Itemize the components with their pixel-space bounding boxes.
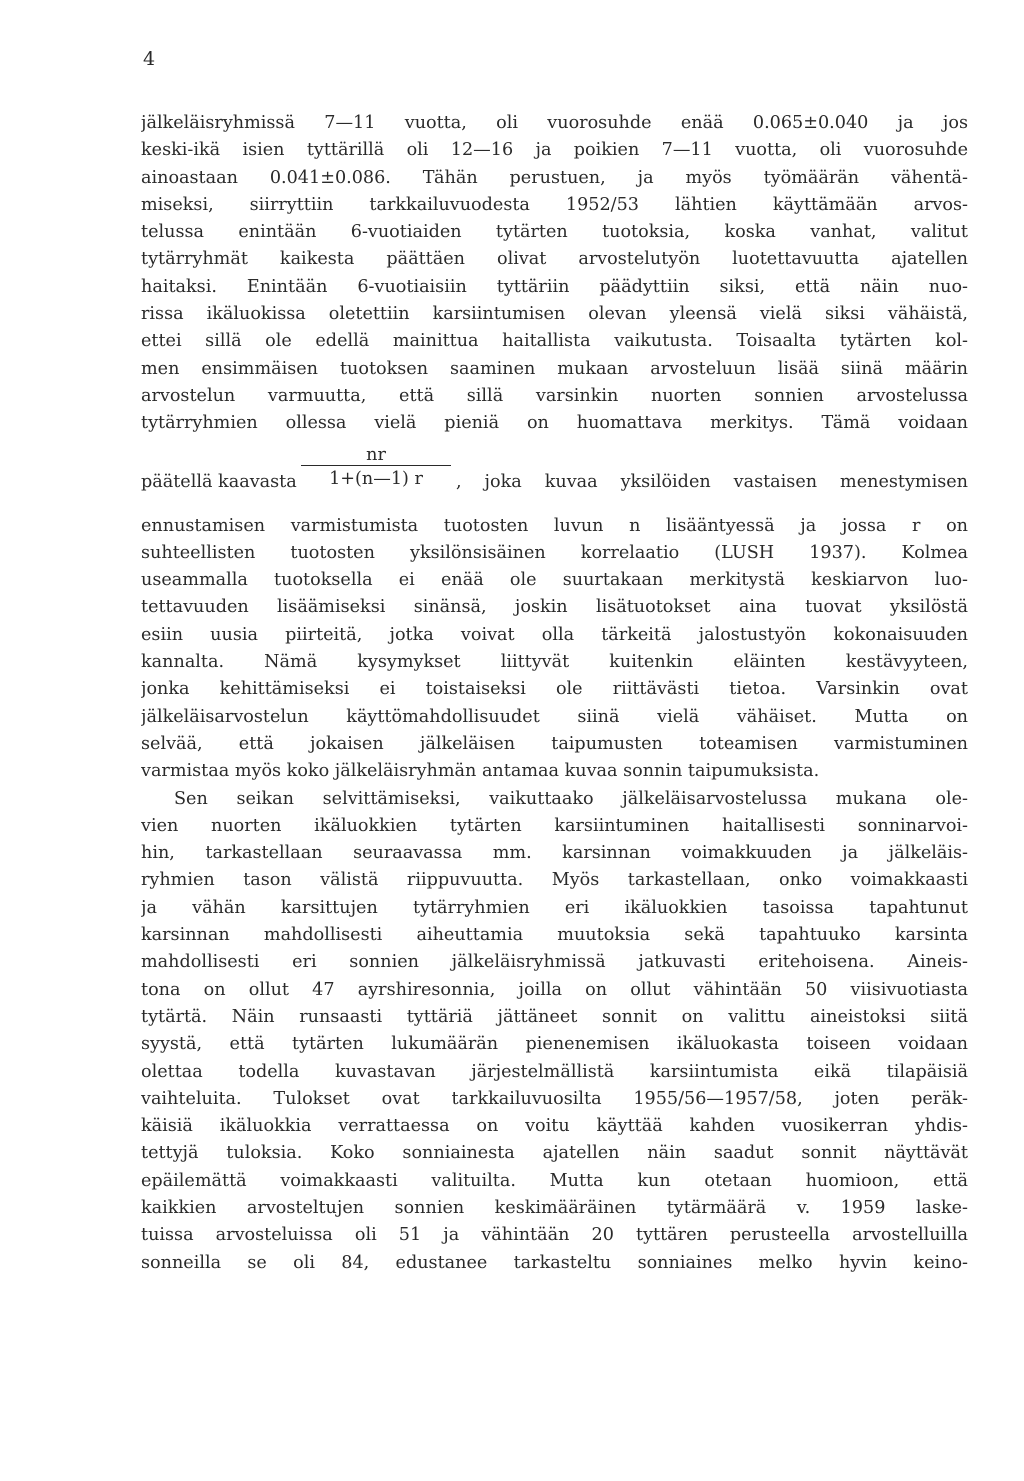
formula-line [141, 438, 968, 513]
text-line: tona on ollut 47 ayrshiresonnia, joilla on ollut vähintään 50 viisivuotiasta [141, 979, 968, 1000]
fraction-numerator: nr [366, 444, 386, 465]
text-line: jälkeläisarvostelun käyttömahdollisuudet siinä vielä vähäiset. Mutta on [141, 706, 968, 727]
text-line: olettaa todella kuvastavan järjestelmällistä karsiintumista eikä tilapäisiä [141, 1061, 968, 1082]
page-number: 4 [143, 48, 156, 70]
text-line: karsinnan mahdollisesti aiheuttamia muutoksia sekä tapahtuuko karsinta [141, 925, 968, 946]
text-line: vaihteluita. Tulokset ovat tarkkailuvuosilta 1955/56—1957/58, joten peräk- [141, 1088, 968, 1109]
paragraph-1 [141, 110, 968, 786]
text-line: miseksi, siirryttiin tarkkailuvuodesta 1952/53 lähtien käyttämään arvos- [141, 194, 968, 215]
text-line: telussa enintään 6-vuotiaiden tytärten tuotoksia, koska vanhat, valitut [141, 222, 968, 243]
text-line: mahdollisesti eri sonnien jälkeläisryhmissä jatkuvasti eritehoisena. Aineis- [141, 952, 968, 973]
fraction-formula [301, 438, 451, 492]
text-line: selvää, että jokaisen jälkeläisen taipumusten toteamisen varmistuminen [141, 733, 968, 754]
text-line: arvostelun varmuutta, että sillä varsinkin nuorten sonnien arvostelussa [141, 385, 968, 406]
text-line: men ensimmäisen tuotoksen saaminen mukaan arvosteluun lisää siinä määrin [141, 358, 968, 379]
paragraph-2 [141, 786, 968, 1277]
text-line: jonka kehittämiseksi ei toistaiseksi ole riittävästi tietoa. Varsinkin ovat [141, 679, 968, 700]
text-line: ja vähän karsittujen tytärryhmien eri ikäluokkien tasoissa tapahtunut [141, 897, 968, 918]
text-line: ettei sillä ole edellä mainittua haitallista vaikutusta. Toisaalta tytärten kol- [141, 331, 968, 352]
text-line: syystä, että tytärten lukumäärän pienenemisen ikäluokasta toiseen voidaan [141, 1034, 968, 1055]
body-text [141, 110, 968, 1277]
text-line: varmistaa myös koko jälkeläisryhmän antamaa kuvaa sonnin taipumuksista. [141, 761, 820, 782]
text-line: epäilemättä voimakkaasti valituilta. Mutta kun otetaan huomioon, että [141, 1170, 968, 1191]
text-line: kannalta. Nämä kysymykset liittyvät kuitenkin eläinten kestävyyteen, [141, 652, 968, 673]
text-line: tytärryhmät kaikesta päättäen olivat arvostelutyön luotettavuutta ajatellen [141, 249, 968, 270]
text-line: Sen seikan selvittämiseksi, vaikuttaako jälkeläisarvostelussa mukana ole- [174, 788, 968, 809]
text-line: ainoastaan 0.041±0.086. Tähän perustuen, ja myös työmäärän vähentä- [141, 167, 968, 188]
text-line: useammalla tuotoksella ei enää ole suurtakaan merkitystä keskiarvon luo- [141, 570, 968, 591]
text-line: vien nuorten ikäluokkien tytärten karsiintuminen haitallisesti sonninarvoi- [141, 815, 968, 836]
text-line: kaikkien arvosteltujen sonnien keskimääräinen tytärmäärä v. 1959 laske- [141, 1197, 968, 1218]
text-line: rissa ikäluokissa oletettiin karsiintumisen olevan yleensä vielä siksi vähäistä, [141, 304, 968, 325]
text-line: tuissa arvosteluissa oli 51 ja vähintään 20 tyttären perusteella arvostelluilla [141, 1225, 968, 1246]
text-line: keski-ikä isien tyttärillä oli 12—16 ja poikien 7—11 vuotta, oli vuorosuhde [141, 140, 968, 161]
text-line: sonneilla se oli 84, edustanee tarkasteltu sonniaines melko hyvin keino- [141, 1252, 968, 1273]
fraction-denominator: 1+(n—1) r [329, 468, 423, 489]
text-line: suhteellisten tuotosten yksilönsisäinen korrelaatio (LUSH 1937). Kolmea [141, 542, 968, 563]
text-line: ryhmien tason välistä riippuvuutta. Myös tarkastellaan, onko voimakkaasti [141, 870, 968, 891]
text-line: tytärtä. Näin runsaasti tyttäriä jättäneet sonnit on valittu aineistoksi siitä [141, 1006, 968, 1027]
text-line: tettyjä tuloksia. Koko sonniainesta ajatellen näin saadut sonnit näyttävät [141, 1143, 968, 1164]
text-line: esiin uusia piirteitä, jotka voivat olla tärkeitä jalostustyön kokonaisuuden [141, 624, 968, 645]
text-line: käisiä ikäluokkia verrattaessa on voitu käyttää kahden vuosikerran yhdis- [141, 1116, 968, 1137]
text-line: jälkeläisryhmissä 7—11 vuotta, oli vuorosuhde enää 0.065±0.040 ja jos [141, 113, 968, 133]
formula-lead-text: päätellä kaavasta [141, 471, 297, 492]
text-line: haitaksi. Enintään 6-vuotiaisiin tyttäriin päädyttiin siksi, että näin nuo- [141, 276, 968, 297]
text-line: tettavuuden lisäämiseksi sinänsä, joskin lisätuotokset aina tuovat yksilöstä [141, 597, 968, 618]
formula-trail-text: , joka kuvaa yksilöiden vastaisen menestymisen [456, 471, 968, 492]
text-line: hin, tarkastellaan seuraavassa mm. karsinnan voimakkuuden ja jälkeläis- [141, 843, 968, 864]
text-line: tytärryhmien ollessa vielä pieniä on huomattava merkitys. Tämä voidaan [141, 413, 968, 434]
text-line: ennustamisen varmistumista tuotosten luvun n lisääntyessä ja jossa r on [141, 515, 968, 536]
